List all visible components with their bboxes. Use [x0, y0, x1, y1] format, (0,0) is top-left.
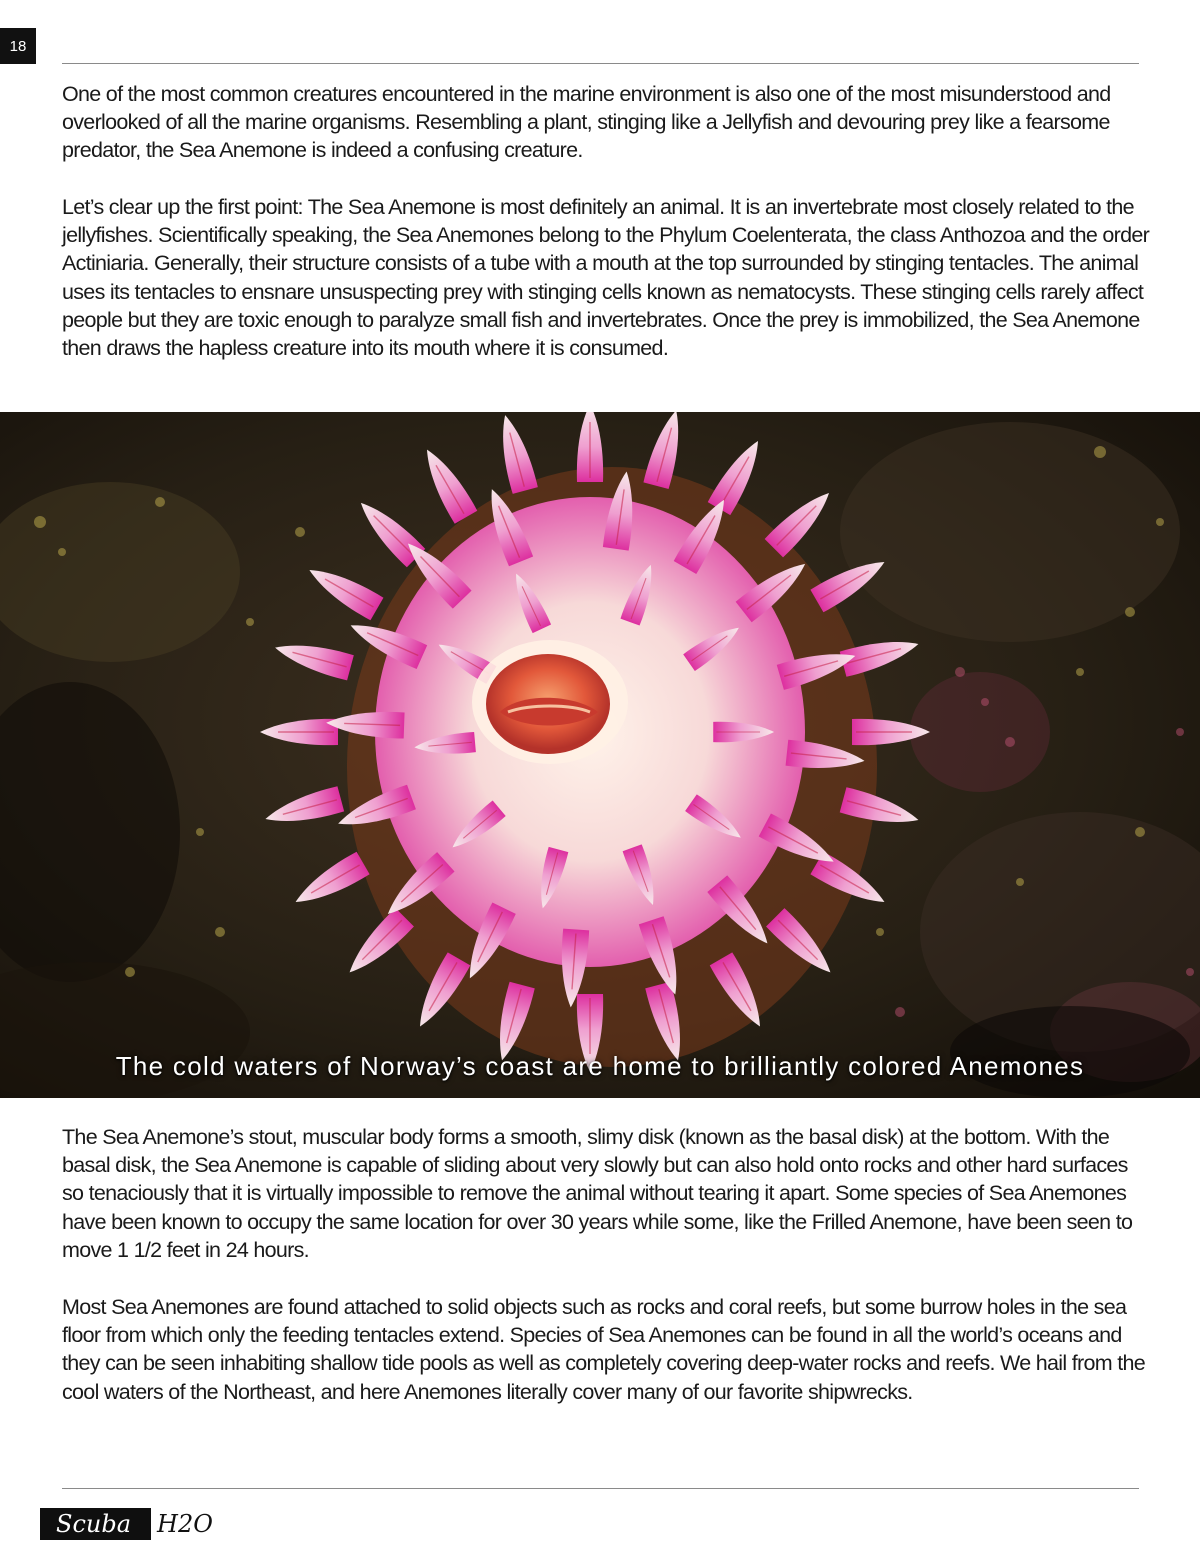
- logo-scuba-text: Scuba: [40, 1508, 151, 1540]
- logo-h2o-text: H2O: [157, 1510, 213, 1538]
- article-paragraph: The Sea Anemone’s stout, muscular body forms a smooth, slimy disk (known as the basal disk) at the bottom. With the basal disk, the Sea Anemone is capable of sliding about very slowly but can also hold onto rocks and other hard surfaces so tenaciously that it is virtually impossible to remove the animal without tearing it apart. Some species of Sea Anemones have been known to occupy the same location for over 30 years while some, like the Frilled Anemone, have been seen to move 1 1/2 feet in 24 hours.: [62, 1125, 1133, 1262]
- article-paragraph: Let’s clear up the first point: The Sea Anemone is most definitely an animal. It is an invertebrate most closely related to the jellyfishes. Scientifically speaking, the Sea Anemones belong to the Phylum Coelenterata, the class Anthozoa and the order Actiniaria. Generally, their structure consists of a tube with a mouth at the top surrounded by stinging tentacles. The animal uses its tentacles to ensnare unsuspecting prey with stinging cells known as nematocysts. These stinging cells rarely affect people but they are toxic enough to paralyze small fish and invertebrates. Once the prey is immobilized, the Sea Anemone then draws the hapless creature into its mouth where it is consumed.: [62, 195, 1150, 361]
- scuba-h2o-logo: [40, 1508, 213, 1540]
- footer-rule: [62, 1488, 1139, 1489]
- sea-anemone-photo: [0, 412, 1200, 1098]
- article-paragraph: Most Sea Anemones are found attached to solid objects such as rocks and coral reefs, but some burrow holes in the sea floor from which only the feeding tentacles extend. Species of Sea Anemones can be found in all the world’s oceans and they can be seen inhabiting shallow tide pools as well as completely covering deep-water rocks and reefs. We hail from the cool waters of the Northeast, and here Anemones literally cover many of our favorite shipwrecks.: [62, 1295, 1145, 1404]
- header-rule: [62, 63, 1139, 64]
- photo-caption: The cold waters of Norway’s coast are home to brilliantly colored Anemones: [115, 1051, 1085, 1081]
- article-paragraph: One of the most common creatures encountered in the marine environment is also one of the most misunderstood and overlooked of all the marine organisms. Resembling a plant, stinging like a Jellyfish and devouring prey like a fearsome predator, the Sea Anemone is indeed a confusing creature.: [62, 82, 1111, 163]
- page-number: 18: [0, 28, 36, 64]
- photo-illustration: [0, 412, 1200, 1098]
